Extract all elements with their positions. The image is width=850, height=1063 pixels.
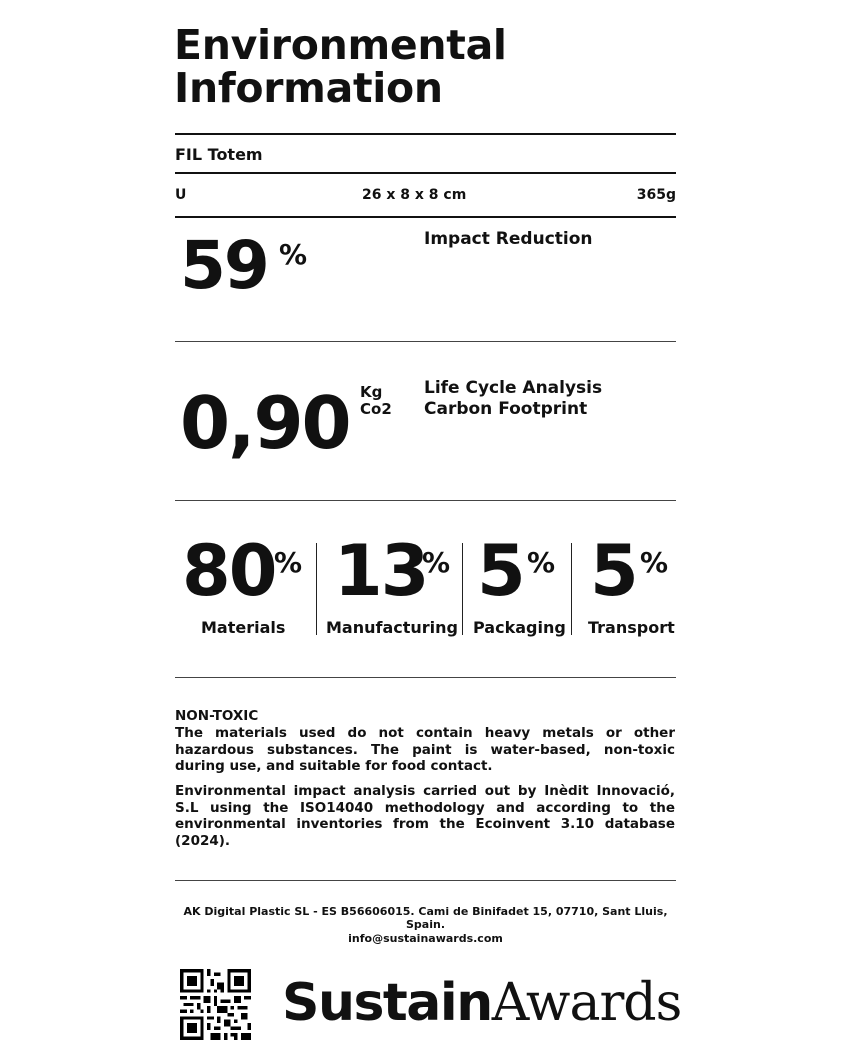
breakdown-divider bbox=[571, 543, 572, 635]
divider bbox=[175, 341, 676, 342]
title-line-2: Information bbox=[174, 64, 443, 112]
carbon-value: 0,90 bbox=[180, 381, 350, 465]
product-specs bbox=[175, 187, 676, 207]
company-info: AK Digital Plastic SL - ES B56606015. Cami de Binifadet 15, 07710, Sant Lluis, Spain. bbox=[183, 905, 668, 931]
carbon-unit bbox=[360, 384, 392, 418]
breakdown-label: Manufacturing bbox=[326, 618, 458, 637]
breakdown-divider bbox=[462, 543, 463, 635]
divider bbox=[175, 880, 676, 881]
product-name: FIL Totem bbox=[175, 145, 263, 164]
breakdown-percent-sign: % bbox=[422, 546, 451, 579]
qr-code-icon bbox=[180, 969, 251, 1040]
contact-email[interactable]: info@sustainawards.com bbox=[348, 932, 503, 945]
breakdown-value: 5 bbox=[590, 530, 637, 612]
analysis-text: Environmental impact analysis carried out by Inèdit Innovació, S.L using the ISO14040 methodology and according to the environmental inventories from the Ecoinvent 3.10 database (2024). bbox=[175, 783, 675, 849]
weight: 365g bbox=[636, 187, 676, 203]
divider bbox=[175, 133, 676, 135]
breakdown-divider bbox=[316, 543, 317, 635]
breakdown-percent-sign: % bbox=[527, 546, 556, 579]
impact-label: Impact Reduction bbox=[424, 229, 593, 249]
breakdown-label: Transport bbox=[588, 618, 675, 637]
impact-percent-sign: % bbox=[279, 238, 308, 271]
carbon-label bbox=[424, 378, 602, 420]
carbon-unit-co2: Co2 bbox=[360, 400, 392, 418]
divider bbox=[175, 216, 676, 218]
carbon-label-line-1: Life Cycle Analysis bbox=[424, 378, 603, 398]
dimensions: 26 x 8 x 8 cm bbox=[362, 187, 467, 203]
page-title bbox=[174, 21, 507, 112]
breakdown-label: Packaging bbox=[473, 618, 566, 637]
breakdown-value: 5 bbox=[477, 530, 524, 612]
unit-label: U bbox=[175, 187, 187, 203]
impact-value: 59 bbox=[180, 227, 268, 304]
divider bbox=[175, 172, 676, 174]
divider bbox=[175, 500, 676, 501]
title-line-1: Environmental bbox=[174, 21, 507, 69]
carbon-unit-kg: Kg bbox=[360, 383, 383, 401]
non-toxic-title: NON-TOXIC bbox=[175, 708, 259, 724]
brand-logo bbox=[282, 968, 681, 1038]
non-toxic-text: The materials used do not contain heavy metals or other hazardous substances. The paint is water-based, non-toxic during use, and suitable for food contact. bbox=[175, 725, 675, 774]
breakdown-value: 80 bbox=[182, 530, 276, 612]
divider bbox=[175, 677, 676, 678]
brand-part-2: Awards bbox=[491, 973, 682, 1033]
breakdown-value: 13 bbox=[334, 530, 428, 612]
breakdown-percent-sign: % bbox=[274, 546, 303, 579]
carbon-label-line-2: Carbon Footprint bbox=[424, 399, 588, 419]
breakdown-label: Materials bbox=[201, 618, 286, 637]
brand-part-1: Sustain bbox=[282, 973, 492, 1033]
breakdown-percent-sign: % bbox=[640, 546, 669, 579]
